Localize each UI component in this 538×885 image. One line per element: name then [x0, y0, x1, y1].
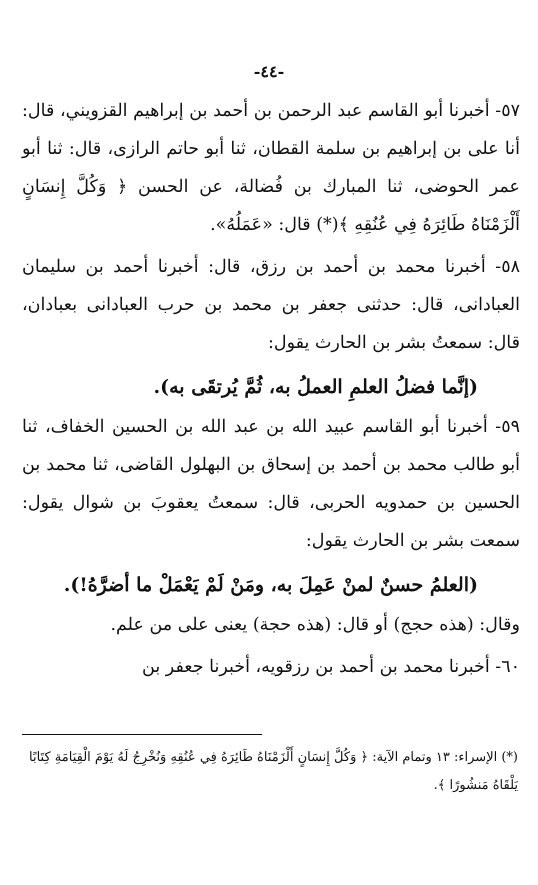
footnote: (*) الإسراء: ١٣ وتمام الآية: ﴿ وَكُلَّ إِنسَانٍ أَلْزَمْنَاهُ طَائِرَهُ فِي عُنُقِهِ وَنُخْرِجُ لَهُ يَوْمَ الْقِيَامَةِ كِتَابًا يَلْقَاهُ مَنشُورًا ﴾.: [29, 750, 518, 793]
quote-58: (إنَّما فضلُ العلمِ العملُ به، ثُمَّ يُرتقَى به).: [153, 376, 478, 398]
paragraph-59-note: وقال: (هذه حجج) أو قال: (هذه حجة) يعنى على من علم.: [110, 615, 520, 635]
footnote-divider: [22, 734, 262, 735]
quote-59: (العلمُ حسنٌ لمنْ عَمِلَ به، ومَنْ لَمْ يَعْمَلْ ما أضرَّهُ!).: [63, 574, 478, 596]
paragraph-57: ٥٧- أخبرنا أبو القاسم عبد الرحمن بن أحمد بن إبراهيم القزويني، قال: أنا على بن إبراهيم بن سلمة القطان، ثنا أبو حاتم الرازى، قال: ثنا أبو عمر الحوضى، ثنا المبارك بن فُضالة، عن الحسن ﴿ وَكُلَّ إِنسَانٍ أَلْزَمْنَاهُ طَائِرَهُ فِي عُنُقِهِ ﴾(*) قال: «عَمَلُهُ».: [22, 101, 520, 235]
page-number: -٤٤-: [253, 62, 285, 81]
page-body: [22, 92, 520, 686]
paragraph-59: ٥٩- أخبرنا أبو القاسم عبيد الله بن عبد الله بن الحسين الخفاف، ثنا أبو طالب محمد بن أحمد بن إسحاق بن البهلول القاضى، ثنا محمد بن الحسين بن حمدويه الحربى، قال: سمعتُ يعقوبَ بن شوال يقول: سمعت بشر بن الحارث يقول:: [22, 417, 520, 551]
paragraph-60: ٦٠- أخبرنا محمد بن أحمد بن رزقويه، أخبرنا جعفر بن: [142, 657, 520, 677]
paragraph-58: ٥٨- أخبرنا محمد بن أحمد بن رزق، قال: أخبرنا أحمد بن سليمان العبادانى، قال: حدثنى جعفر بن محمد بن حرب العبادانى بعبادان، قال: سمعتُ بشر بن الحارث يقول:: [22, 257, 520, 353]
